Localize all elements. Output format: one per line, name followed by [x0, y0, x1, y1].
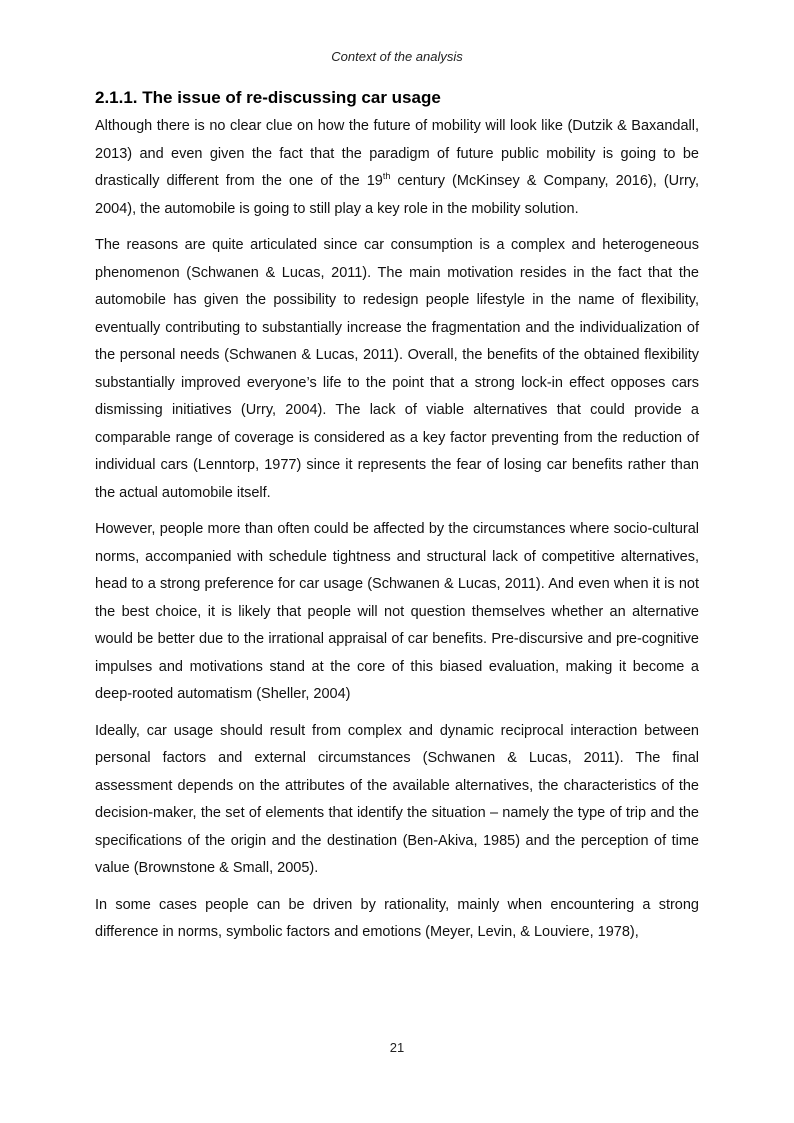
paragraph-1-text-a: Although there is no clear clue on how the future of mobility will look like (Dutzik & Baxandall, 2013) and even given the fact that the paradigm of future public mobility is going to be drastically different from the one of the 19	[95, 118, 699, 189]
page-number: 21	[389, 1040, 405, 1055]
paragraph-1-text-b: century (McKinsey & Company, 2016), (Urry, 2004), the automobile is going to still play a key role in the mobility solution.	[95, 173, 699, 217]
section-title: 2.1.1. The issue of re-discussing car usage	[95, 88, 441, 107]
paragraph-3: However, people more than often could be affected by the circumstances where socio-cultural norms, accompanied with schedule tightness and structural lack of competitive alternatives, head to a strong preference for car usage (Schwanen & Lucas, 2011). And even when it is not the best choice, it is likely that people will not question themselves whether an alternative would be better due to the irrational appraisal of car benefits. Pre-discursive and pre-cognitive impulses and motivations stand at the core of this biased evaluation, making it become a deep-rooted automatism (Sheller, 2004)	[95, 521, 699, 702]
paragraph-1	[95, 113, 699, 223]
paragraph-4: Ideally, car usage should result from complex and dynamic reciprocal interaction between personal factors and external circumstances (Schwanen & Lucas, 2011). The final assessment depends on the attributes of the available alternatives, the characteristics of the decision-maker, the set of elements that identify the situation – namely the type of trip and the specifications of the origin and the destination (Ben-Akiva, 1985) and the perception of time value (Brownstone & Small, 2005).	[95, 722, 699, 876]
running-header: Context of the analysis	[331, 49, 463, 64]
paragraph-2: The reasons are quite articulated since car consumption is a complex and heterogeneous phenomenon (Schwanen & Lucas, 2011). The main motivation resides in the fact that the automobile has given the possibility to redesign people lifestyle in the name of flexibility, eventually contributing to substantially increase the fragmentation and the individualization of the personal needs (Schwanen & Lucas, 2011). Overall, the benefits of the obtained flexibility substantially improved everyone’s life to the point that a strong lock-in effect opposes cars dismissing initiatives (Urry, 2004). The lack of viable alternatives that could provide a comparable range of coverage is considered as a key factor preventing from the reduction of individual cars (Lenntorp, 1977) since it represents the fear of losing car benefits rather than the actual automobile itself.	[95, 237, 699, 501]
ordinal-superscript: th	[382, 171, 391, 182]
page-body	[95, 86, 699, 956]
paragraph-5: In some cases people can be driven by rationality, mainly when encountering a strong difference in norms, symbolic factors and emotions (Meyer, Levin, & Louviere, 1978),	[95, 896, 699, 940]
